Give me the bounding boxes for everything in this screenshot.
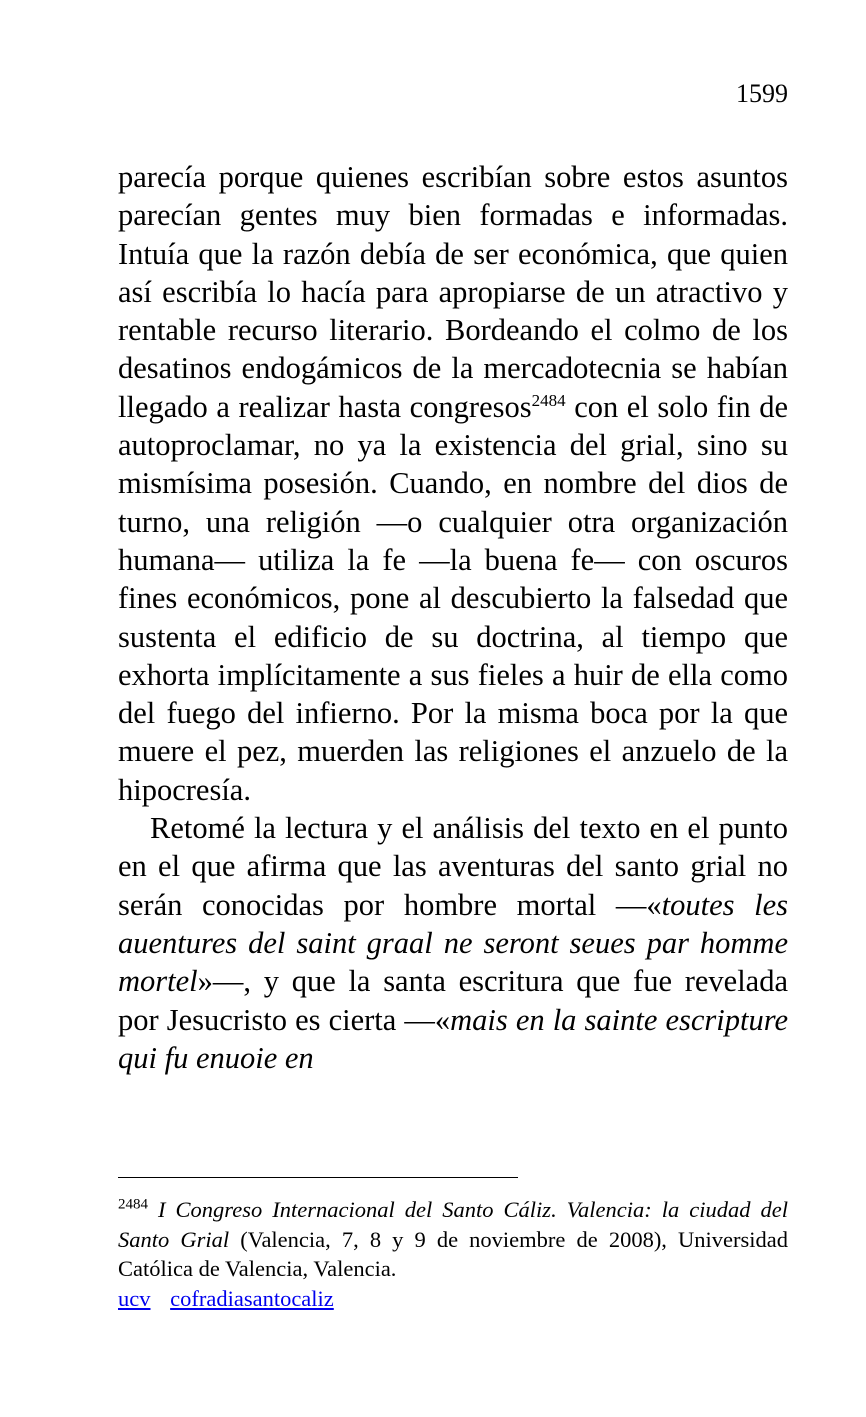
- link-cofradiasantocaliz[interactable]: cofradiasantocaliz: [170, 1286, 334, 1311]
- footnote: [118, 1195, 788, 1284]
- body-text: [118, 158, 788, 1077]
- footnote-details: (Valencia, 7, 8 y 9 de noviembre de 2008), Universidad Católica de Valencia, Valencia.: [118, 1226, 788, 1281]
- link-ucv[interactable]: ucv: [118, 1286, 151, 1311]
- footnote-divider: [118, 1177, 518, 1178]
- paragraph-2-text-a: Retomé la lectura y el análisis del texto en el punto en el que afirma que las aventuras del santo grial no serán conocidas por hombre mortal —«: [118, 811, 788, 922]
- paragraph-1-text-b: con el solo fin de autoproclamar, no ya la existencia del grial, sino su mismísima posesión. Cuando, en nombre del dios de turno, una religión —o cualquier otra organización humana— utiliza la fe —la buena fe— con oscuros fines económicos, pone al descubierto la falsedad que sustenta el edificio de su doctrina, al tiempo que exhorta implícitamente a sus fieles a huir de ella como del fuego del infierno. Por la misma boca por la que muere el pez, muerden las religiones el anzuelo de la hipocresía.: [118, 389, 789, 807]
- footnote-number: 2484: [118, 1196, 148, 1213]
- paragraph-1-text-a: parecía porque quienes escribían sobre estos asuntos parecían gentes muy bien formadas e informadas. Intuía que la razón debía de ser económica, que quien así escribía lo hacía para apropiarse de un atractivo y rentable recurso literario. Bordeando el colmo de los desatinos endogámicos de la mercadotecnia se habían llegado a realizar hasta congresos: [118, 160, 788, 424]
- footnote-title: I Congreso Internacional del Santo Cáliz. Valencia: la ciudad del Santo Grial: [118, 1197, 788, 1252]
- footnote-links: [118, 1284, 348, 1314]
- paragraph-2-text-b: »—, y que la santa escritura que fue revelada por Jesucristo es cierta —«: [118, 964, 788, 1037]
- paragraph-2: [118, 809, 788, 1077]
- quote-old-french-2: mais en la sainte escripture qui fu enuoie en: [118, 1002, 788, 1075]
- page-number: 1599: [736, 79, 788, 108]
- quote-old-french-1: toutes les auentures del saint graal ne seront seues par homme mortel: [118, 887, 788, 999]
- paragraph-1: [118, 158, 788, 809]
- footnote-reference[interactable]: 2484: [531, 390, 566, 410]
